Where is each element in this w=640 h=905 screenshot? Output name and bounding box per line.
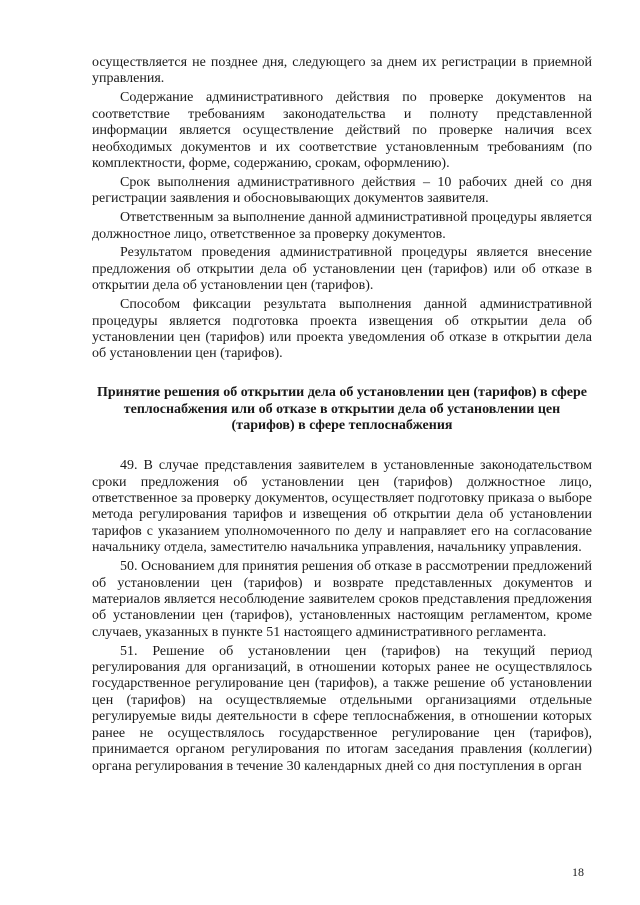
page-number: 18 [572, 865, 584, 879]
paragraph: Результатом проведения административной процедуры является внесение предложения об открытии дела об установлении цен (тарифов) или об отказе в открытии дела об установлении цен (тарифов). [92, 245, 592, 294]
page-body [92, 55, 592, 777]
section-heading: Принятие решения об открытии дела об установлении цен (тарифов) в сфере теплоснабжения или об отказе в открытии дела об установлении цен (тарифов) в сфере теплоснабжения [96, 384, 588, 434]
paragraph-item-49: 49. В случае представления заявителем в установленные законодательством сроки предложения об установлении цен (тарифов) должностное лицо, ответственное за проверку документов, осуществляет подготовку приказа о выборе метода регулирования тарифов и извещения об открытии дела об установлении тарифов с указанием уполномоченного по делу и направляет его на согласование начальнику отдела, заместителю начальника управления, начальнику управления. [92, 458, 592, 556]
paragraph: Ответственным за выполнение данной административной процедуры является должностное лицо, ответственное за проверку документов. [92, 210, 592, 242]
paragraph: Содержание административного действия по проверке документов на соответствие требованиям законодательства и полноту представленной информации является осуществление действий по проверке наличия всех необходимых документов и их соответствие установленным требованиям (по комплектности, форме, содержанию, срокам, оформлению). [92, 90, 592, 171]
paragraph-item-51: 51. Решение об установлении цен (тарифов) на текущий период регулирования для организаций, в отношении которых ранее не осуществлялось государственное регулирование цен (тарифов), а также решение об установлении цен (тарифов) на осуществляемые отдельными организациями отдельные регулируемые виды деятельности в сфере теплоснабжения, в отношении которых ранее не осуществлялось государственное регулирование цен (тарифов), принимается органом регулирования по итогам заседания правления (коллегии) органа регулирования в течение 30 календарных дней со дня поступления в орган [92, 643, 592, 774]
paragraph: Способом фиксации результата выполнения данной административной процедуры является подготовка проекта извещения об открытии дела об установлении цен (тарифов) или проекта уведомления об отказе в открытии дела об установлении цен (тарифов). [92, 297, 592, 362]
paragraph: осуществляется не позднее дня, следующего за днем их регистрации в приемной управления. [92, 55, 592, 87]
paragraph-item-50: 50. Основанием для принятия решения об отказе в рассмотрении предложений об установлении цен (тарифов) и возврате представленных документов и материалов является несоблюдение заявителем сроков представления предложения об установлении цен (тарифов), установленных настоящим регламентом, кроме случаев, указанных в пункте 51 настоящего административного регламента. [92, 559, 592, 640]
paragraph: Срок выполнения административного действия – 10 рабочих дней со дня регистрации заявления и обосновывающих документов заявителя. [92, 174, 592, 207]
